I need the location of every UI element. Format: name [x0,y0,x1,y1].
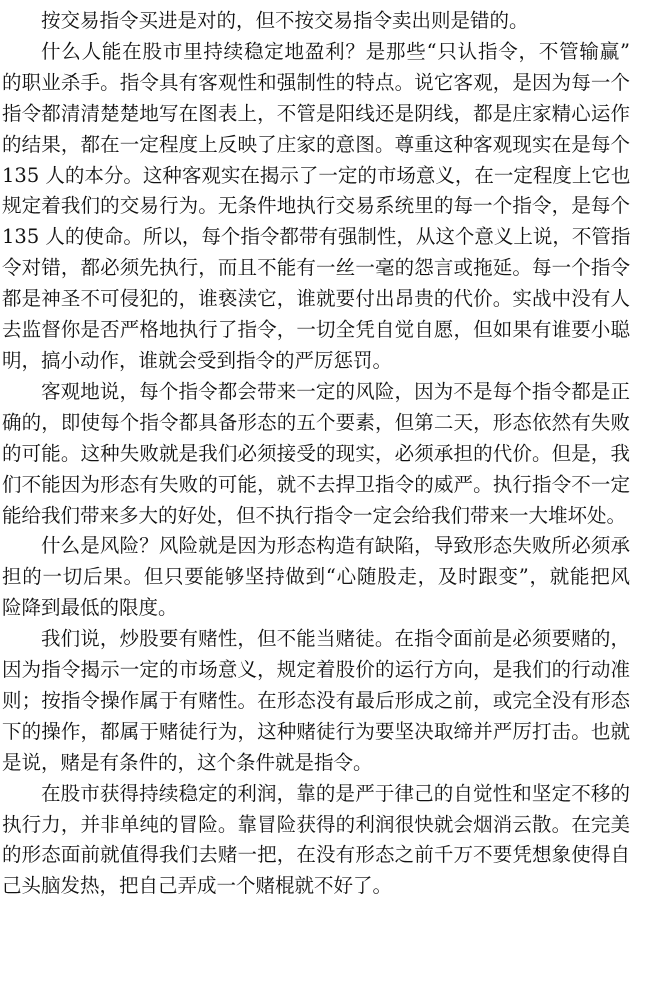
text-line: 客观地说，每个指令都会带来一定的风险，因为不是每个指令都是正 [41,379,630,403]
text-line: 能给我们带来多大的好处，但不执行指令一定会给我们带来一大堆坏处。 [2,503,627,527]
text-line: 是说，赌是有条件的，这个条件就是指令。 [2,750,373,774]
text-line: 己头脑发热，把自己弄成一个赌棍就不好了。 [2,874,393,898]
paragraph-4 [2,531,630,624]
text-line: 令对错，都必须先执行，而且不能有一丝一毫的怨言或拖延。每一个指令 [2,256,630,280]
paragraph-3 [2,377,630,532]
text-line: 确的，即使每个指令都具备形态的五个要素，但第二天，形态依然有失败 [2,410,630,434]
text-line: 的形态面前就值得我们去赌一把，在没有形态之前千万不要凭想象使得自 [2,843,630,867]
text-line: 指令都清清楚楚地写在图表上，不管是阳线还是阴线，都是庄家精心运作 [2,101,630,125]
text-line: 规定着我们的交易行为。无条件地执行交易系统里的每一个指令，是每个 [2,194,630,218]
text-line: 135 人的使命。所以，每个指令都带有强制性，从这个意义上说，不管指 [2,225,631,249]
text-line: 什么人能在股市里持续稳定地盈利？是那些“只认指令，不管输赢” [41,39,630,63]
text-line: 因为指令揭示一定的市场意义，规定着股价的运行方向，是我们的行动准 [2,658,630,682]
text-line: 去监督你是否严格地执行了指令，一切全凭自觉自愿，但如果有谁要小聪 [2,318,630,342]
text-line: 明，搞小动作，谁就会受到指令的严厉惩罚。 [2,348,393,372]
paragraph-1 [2,6,630,37]
text-line: 都是神圣不可侵犯的，谁亵渎它，谁就要付出昂贵的代价。实战中没有人 [2,287,630,311]
text-line: 担的一切后果。但只要能够坚持做到“心随股走，及时跟变”，就能把风 [2,565,630,589]
paragraph-6 [2,779,630,903]
text-line: 135 人的本分。这种客观实在揭示了一定的市场意义，在一定程度上它也 [2,163,631,187]
text-line: 按交易指令买进是对的，但不按交易指令卖出则是错的。 [41,9,529,32]
text-line: 什么是风险？风险就是因为形态构造有缺陷，导致形态失败所必须承 [41,534,630,558]
text-line: 在股市获得持续稳定的利润，靠的是严于律己的自觉性和坚定不移的 [41,781,630,805]
text-line: 则；按指令操作属于有赌性。在形态没有最后形成之前，或完全没有形态 [2,688,630,712]
text-line: 的结果，都在一定程度上反映了庄家的意图。尊重这种客观现实在是每个 [2,132,630,156]
text-line: 的职业杀手。指令具有客观性和强制性的特点。说它客观，是因为每一个 [2,70,630,94]
text-line: 下的操作，都属于赌徒行为，这种赌徒行为要坚决取缔并严厉打击。也就 [2,719,630,743]
text-line: 我们说，炒股要有赌性，但不能当赌徒。在指令面前是必须要赌的， [41,627,630,651]
text-line: 执行力，并非单纯的冒险。靠冒险获得的利润很快就会烟消云散。在完美 [2,812,630,836]
paragraph-2 [2,37,630,377]
paragraph-5 [2,624,630,779]
text-line: 们不能因为形态有失败的可能，就不去捍卫指令的威严。执行指令不一定 [2,472,630,496]
text-line: 险降到最低的限度。 [2,596,178,620]
text-line: 的可能。这种失败就是我们必须接受的现实，必须承担的代价。但是，我 [2,441,630,465]
